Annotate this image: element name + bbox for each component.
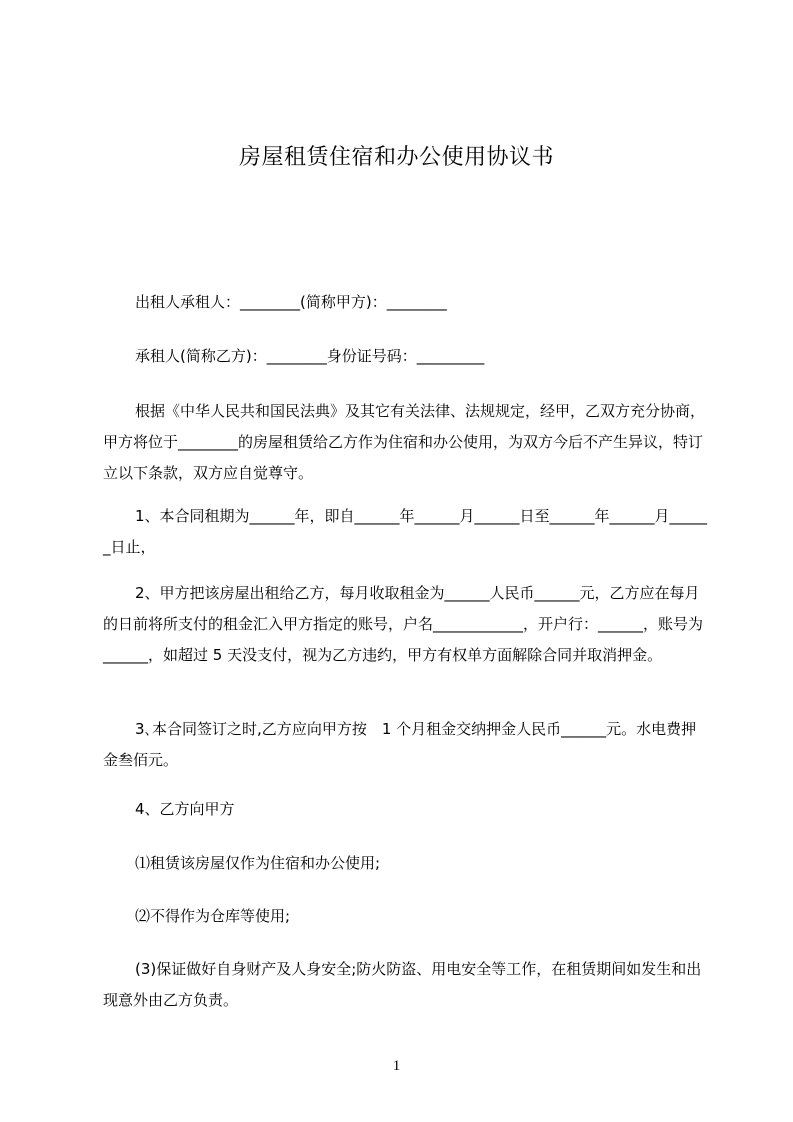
clause-4-item-3: (3)保证做好自身财产及人身安全;防火防盗、用电安全等工作，在租赁期间如发生和出现意外由乙方负责。 [103, 960, 702, 1009]
clause-4-item-1: ⑴租赁该房屋仅作为住宿和办公使用; [135, 854, 381, 872]
paragraph-preamble: 根据《中华人民共和国民法典》及其它有关法律、法规规定，经甲，乙双方充分协商，甲方将位于________的房屋租赁给乙方作为住宿和办公使用，为双方今后不产生异议，特订立以下条款，双方应自觉尊守。 [103, 402, 706, 482]
document-title: 房屋租赁住宿和办公使用协议书 [238, 145, 554, 170]
clause-3-deposit: 3､本合同签订之时,乙方应向甲方按 1 个月租金交纳押金人民币______元。水电费押金叁佰元。 [103, 720, 697, 769]
clause-4-item-2: ⑵不得作为仓库等使用; [135, 907, 291, 925]
page-number: 1 [392, 1058, 401, 1074]
clause-2-rent: 2、甲方把该房屋出租给乙方，每月收取租金为______人民币______元，乙方应在每月的日前将所支付的租金汇入甲方指定的账号，户名____________，开户行：______，账号为______，如超过 5 天没支付，视为乙方违约，甲方有权单方面解除合同并取消押金。 [103, 584, 704, 664]
clause-1-lease-term: 1、本合同租期为______年，即自______年______月______日至______年______月______日止， [103, 507, 708, 556]
paragraph-lessee: 承租人(简称乙方)：________身份证号码：_________ [135, 347, 485, 365]
clause-4-heading: 4、乙方向甲方 [135, 800, 235, 818]
paragraph-lessor: 出租人承租人：________(简称甲方)：________ [135, 293, 447, 311]
